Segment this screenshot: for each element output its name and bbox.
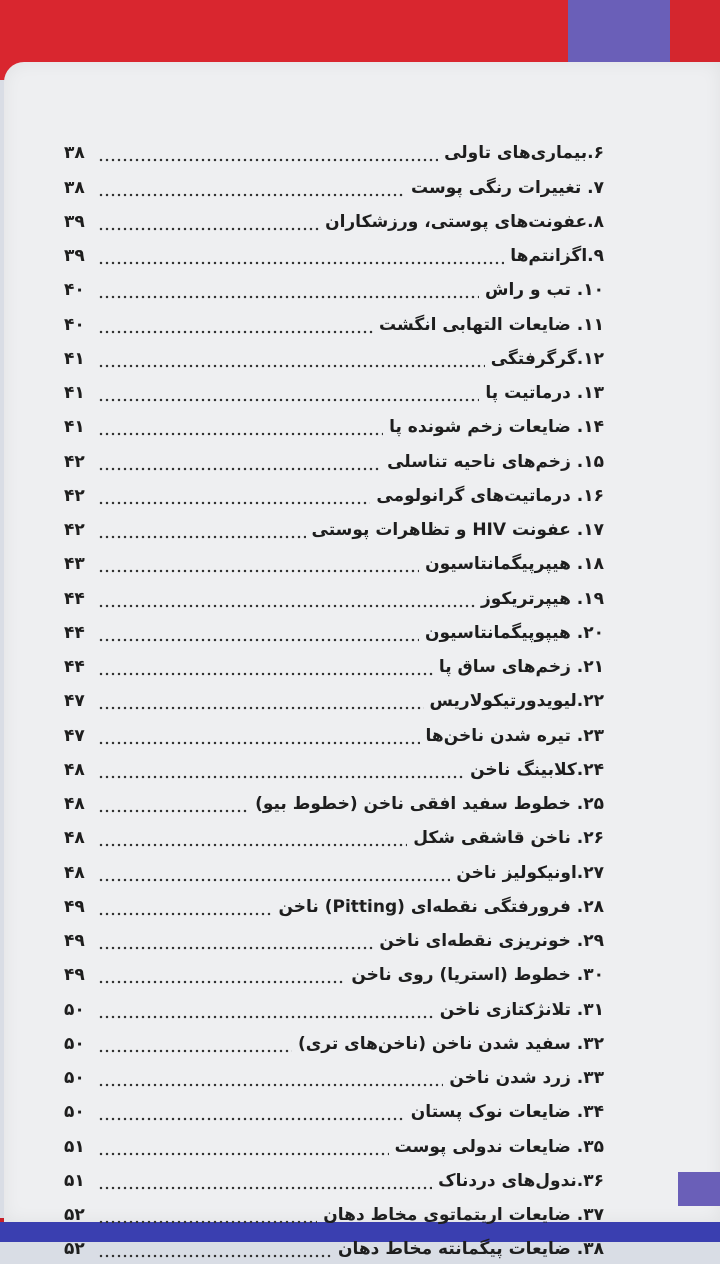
toc-entry — [64, 305, 604, 339]
toc-entry-title: ۳۸. ضایعات پیگمانته مخاط دهان — [338, 1239, 604, 1260]
leader-dots — [98, 351, 485, 369]
toc-entry-title: ۱۸. هیپرپیگمانتاسیون — [425, 554, 604, 575]
page-edge-tab — [678, 1172, 720, 1206]
toc-entry-title: ۲۸. فرورفتگی نقطه‌ای (Pitting) ناخن — [278, 896, 604, 917]
toc-entry-page-number: ۴۹ — [64, 896, 85, 917]
toc-entry — [64, 1093, 604, 1127]
leader-dots — [98, 248, 504, 266]
toc-entry-page-number: ۵۱ — [64, 1170, 85, 1191]
toc-entry-title: ۹.اگزانتم‌ها — [510, 246, 604, 266]
toc-entry-page-number: ۴۱ — [64, 348, 85, 369]
toc-entry — [64, 922, 604, 956]
toc-entry-title: ۳۵. ضایعات ندولی پوست — [394, 1136, 604, 1157]
leader-dots — [98, 556, 419, 574]
toc-entry — [64, 168, 604, 202]
toc-entry — [64, 716, 604, 750]
toc-entry-title: ۱۵. زخم‌های ناحیه تناسلی — [387, 451, 604, 472]
toc-entry — [64, 1196, 604, 1230]
toc-entry-title: ۷. تغییرات رنگی پوست — [411, 177, 604, 198]
toc-entry-page-number: ۵۰ — [64, 1033, 85, 1054]
toc-entry-page-number: ۴۲ — [64, 485, 85, 506]
toc-entry — [64, 134, 604, 168]
toc-entry-title: ۱۷. عفونت HIV و تظاهرات پوستی — [311, 520, 604, 540]
leader-dots — [98, 1070, 443, 1088]
toc-entry-page-number: ۴۸ — [64, 759, 85, 780]
toc-entry-title: ۲۳. تیره شدن ناخن‌ها — [425, 725, 604, 746]
toc-entry-title: ۱۹. هیپرتریکوز — [480, 588, 604, 609]
toc-entry-title: ۳۳. زرد شدن ناخن — [449, 1068, 604, 1088]
leader-dots — [98, 180, 405, 198]
leader-dots — [98, 728, 420, 746]
leader-dots — [98, 1002, 434, 1020]
book-page — [4, 62, 720, 1260]
toc-entry — [64, 751, 604, 785]
toc-entry-page-number: ۳۸ — [64, 143, 85, 164]
toc-entry-title: ۳۰. خطوط (استریا) روی ناخن — [351, 965, 604, 986]
toc-entry-title: ۳۶.ندول‌های دردناک — [438, 1170, 604, 1191]
toc-entry-title: ۶.بیماری‌های تاولی — [444, 143, 604, 164]
toc-entry-page-number: ۵۲ — [64, 1239, 85, 1260]
toc-entry-title: ۲۷.اونیکولیز ناخن — [456, 862, 604, 883]
toc-entry — [64, 511, 604, 545]
toc-entry — [64, 271, 604, 305]
toc-entry — [64, 1025, 604, 1059]
toc-entry-title: ۱۳. درماتیت پا — [485, 383, 604, 403]
leader-dots — [98, 1207, 317, 1225]
toc-entry-page-number: ۵۱ — [64, 1136, 85, 1157]
leader-dots — [98, 419, 383, 437]
toc-entry-page-number: ۴۱ — [64, 417, 85, 438]
toc-entry-title: ۳۱. تلانژکتازی ناخن — [439, 999, 604, 1020]
toc-entry-page-number: ۴۰ — [64, 314, 85, 335]
toc-entry-page-number: ۴۰ — [64, 280, 85, 301]
toc-entry-page-number: ۴۴ — [64, 588, 85, 609]
toc-entry-page-number: ۵۰ — [64, 1102, 85, 1123]
toc-entry — [64, 579, 604, 613]
toc-entry-page-number: ۴۲ — [64, 451, 85, 472]
toc-entry-page-number: ۵۲ — [64, 1205, 85, 1225]
leader-dots — [98, 865, 450, 883]
leader-dots — [98, 214, 319, 232]
leader-dots — [98, 522, 306, 540]
toc-entry — [64, 888, 604, 922]
toc-entry-title: ۱۶. درماتیت‌های گرانولومی — [376, 485, 604, 506]
toc-entry-title: ۲۱. زخم‌های ساق پا — [438, 657, 604, 677]
leader-dots — [98, 488, 370, 506]
toc-entry-title: ۱۲.گرگرفتگی — [490, 348, 604, 369]
leader-dots — [98, 145, 438, 163]
toc-entry-title: ۲۴.کلابینگ ناخن — [470, 759, 604, 780]
toc-entry — [64, 545, 604, 579]
toc-entry-page-number: ۳۹ — [64, 246, 85, 266]
leader-dots — [98, 591, 475, 609]
leader-dots — [98, 317, 373, 335]
toc-entry — [64, 237, 604, 271]
toc-entry-page-number: ۵۰ — [64, 999, 85, 1020]
toc-entry — [64, 785, 604, 819]
toc-entry-title: ۱۴. ضایعات زخم شونده پا — [389, 417, 604, 438]
toc-entry-title: ۱۱. ضایعات التهابی انگشت — [379, 314, 604, 335]
toc-entry-title: ۲۵. خطوط سفید افقی ناخن (خطوط بیو) — [255, 794, 604, 814]
toc-entry — [64, 477, 604, 511]
table-of-contents — [64, 134, 604, 1264]
leader-dots — [98, 967, 345, 985]
toc-entry — [64, 203, 604, 237]
toc-entry — [64, 1162, 604, 1196]
leader-dots — [98, 1173, 432, 1191]
leader-dots — [98, 1036, 292, 1054]
toc-entry — [64, 374, 604, 408]
toc-entry — [64, 990, 604, 1024]
toc-entry-title: ۲۶. ناخن قاشقی شکل — [413, 828, 604, 849]
leader-dots — [98, 933, 373, 951]
toc-entry-page-number: ۴۸ — [64, 862, 85, 883]
toc-entry — [64, 340, 604, 374]
toc-entry-page-number: ۴۲ — [64, 520, 85, 540]
toc-entry-page-number: ۳۸ — [64, 177, 85, 198]
toc-entry — [64, 682, 604, 716]
leader-dots — [98, 762, 464, 780]
toc-entry — [64, 819, 604, 853]
toc-entry-title: ۸.عفونت‌های پوستی، ورزشکاران — [325, 211, 604, 232]
toc-entry-page-number: ۴۹ — [64, 965, 85, 986]
toc-entry-page-number: ۴۴ — [64, 622, 85, 643]
toc-entry-page-number: ۴۴ — [64, 657, 85, 677]
toc-entry-page-number: ۴۷ — [64, 725, 85, 746]
toc-entry-page-number: ۴۸ — [64, 828, 85, 849]
leader-dots — [98, 282, 479, 300]
toc-entry-title: ۲۹. خونریزی نقطه‌ای ناخن — [379, 931, 604, 951]
toc-entry-page-number: ۴۳ — [64, 554, 85, 575]
leader-dots — [98, 693, 424, 711]
toc-entry — [64, 1230, 604, 1264]
leader-dots — [98, 385, 479, 403]
toc-entry — [64, 614, 604, 648]
toc-entry-title: ۳۷. ضایعات اریتماتوی مخاط دهان — [323, 1205, 604, 1225]
toc-entry — [64, 1127, 604, 1161]
toc-entry-page-number: ۴۸ — [64, 794, 85, 814]
toc-entry — [64, 1059, 604, 1093]
toc-entry-page-number: ۳۹ — [64, 211, 85, 232]
leader-dots — [98, 899, 272, 917]
toc-entry-page-number: ۴۱ — [64, 383, 85, 403]
leader-dots — [98, 454, 381, 472]
toc-entry-page-number: ۴۹ — [64, 931, 85, 951]
toc-entry-title: ۳۲. سفید شدن ناخن (ناخن‌های تری) — [297, 1033, 604, 1054]
leader-dots — [98, 1241, 332, 1259]
toc-entry-title: ۲۰. هیپوپیگمانتاسیون — [425, 622, 604, 643]
toc-entry-title: ۱۰. تب و راش — [485, 280, 604, 301]
toc-entry-title: ۳۴. ضایعات نوک پستان — [410, 1102, 604, 1123]
toc-entry — [64, 408, 604, 442]
toc-entry — [64, 853, 604, 887]
leader-dots — [98, 625, 419, 643]
toc-entry-page-number: ۵۰ — [64, 1068, 85, 1088]
toc-entry — [64, 648, 604, 682]
leader-dots — [98, 1139, 389, 1157]
toc-entry — [64, 442, 604, 476]
leader-dots — [98, 659, 433, 677]
leader-dots — [98, 1104, 405, 1122]
toc-entry — [64, 956, 604, 990]
leader-dots — [98, 796, 249, 814]
toc-entry-title: ۲۲.لیویدورتیکولاریس — [429, 691, 604, 712]
toc-entry-page-number: ۴۷ — [64, 691, 85, 712]
leader-dots — [98, 830, 407, 848]
